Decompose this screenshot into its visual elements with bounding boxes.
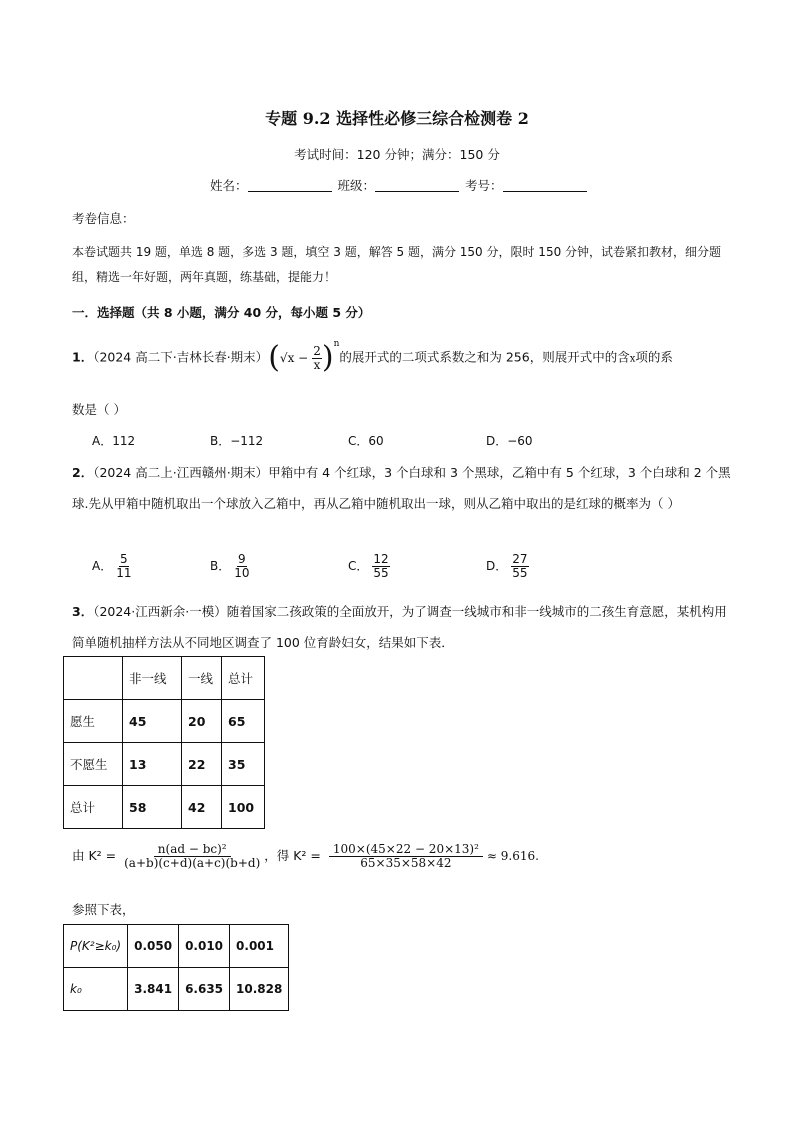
name-label: 姓名： xyxy=(210,178,248,193)
q2-option-c[interactable]: C． $\frac{12}{55}$ xyxy=(348,552,389,580)
section-title: 一．选择题（共 8 小题，满分 40 分，每小题 5 分） xyxy=(72,305,371,320)
q1-option-b[interactable]: B．−112 xyxy=(210,434,264,448)
table-row: k₀ 3.841 6.635 10.828 xyxy=(64,968,289,1011)
q3-text: 随着国家二孩政策的全面放开，为了调查一线城市和非一线城市的二孩生育意愿，某机构用简单随机抽样方法从不同地区调查了 100 位育龄妇女，结果如下表． xyxy=(72,604,727,650)
reference-table xyxy=(63,924,289,1011)
q2-option-d[interactable]: D． $\frac{27}{55}$ xyxy=(486,552,528,580)
question-3 xyxy=(72,596,732,658)
table-header-row: P(K²≥k₀) 0.050 0.010 0.001 xyxy=(64,925,289,968)
table-row: 不愿生 13 22 35 xyxy=(64,743,265,786)
exam-info: 考试时间：120 分钟；满分：150 分 xyxy=(294,147,500,162)
table-header-row: 非一线 一线 总计 xyxy=(64,657,265,700)
q1-number: 1． xyxy=(72,349,94,365)
table-row: 愿生 45 20 65 xyxy=(64,700,265,743)
q1-text: 的展开式的二项式系数之和为 256，则展开式中的含 xyxy=(339,349,630,365)
question-1: 1．（2024 高二下·吉林长春·期末）(√x − $\frac{2}{x}$ )$^n$的展开式的二项式系数之和为 256，则展开式中的含x项的系 xyxy=(72,339,673,375)
survey-table xyxy=(63,656,265,829)
question-2 xyxy=(72,457,732,519)
id-label: 考号： xyxy=(465,178,503,193)
reference-text: 参照下表， xyxy=(72,902,135,917)
q1-expression: √x − $\frac{2}{x}$ xyxy=(279,343,321,372)
q2-option-b[interactable]: B． $\frac{9}{10}$ xyxy=(210,552,250,580)
student-fields xyxy=(210,176,589,194)
q3-source: （2024·江西新余·一模） xyxy=(93,604,227,619)
q1-option-a[interactable]: A．112 xyxy=(92,434,136,448)
q1-option-d[interactable]: D．−60 xyxy=(486,434,533,448)
class-label: 班级： xyxy=(337,178,376,193)
name-blank[interactable] xyxy=(248,179,332,192)
page-title: 专题 9.2 选择性必修三综合检测卷 2 xyxy=(265,109,529,128)
q2-source: （2024 高二上·江西赣州·期末） xyxy=(93,465,269,480)
q2-number: 2． xyxy=(72,465,94,480)
table-row: 总计 58 42 100 xyxy=(64,786,265,829)
q1-text-cont: 数是（ ） xyxy=(72,402,126,417)
class-blank[interactable] xyxy=(375,179,459,192)
intro-text: 本卷试题共 19 题，单选 8 题，多选 3 题，填空 3 题，解答 5 题，满分 150 分，限时 150 分钟，试卷紧扣教材，细分题组，精选一年好题，两年真题，练基础，提能力！ xyxy=(72,245,722,284)
chi-square-formula: 由 K² = $\frac{\text{n(ad − bc)²}}{(a+b)(c+d)(a+c)(b+d)}$ ，得 K² = $\frac{\text{100×(45×22 − 20×13)²}}{65\times 35\times 58\times 42}$ ≈ 9.616. xyxy=(72,842,539,870)
q1-source: （2024 高二下·吉林长春·期末） xyxy=(93,349,269,365)
intro-heading: 考卷信息： xyxy=(72,211,135,226)
q3-number: 3． xyxy=(72,604,94,619)
q2-text: 甲箱中有 4 个红球，3 个白球和 3 个黑球，乙箱中有 5 个红球，3 个白球和 2 个黑球.先从甲箱中随机取出一个球放入乙箱中，再从乙箱中随机取出一球，则从乙箱中取出的是红球的概率为（ ） xyxy=(72,465,731,511)
id-blank[interactable] xyxy=(503,179,587,192)
q2-option-a[interactable]: A． $\frac{5}{11}$ xyxy=(92,552,132,580)
q1-option-c[interactable]: C．60 xyxy=(348,434,384,448)
